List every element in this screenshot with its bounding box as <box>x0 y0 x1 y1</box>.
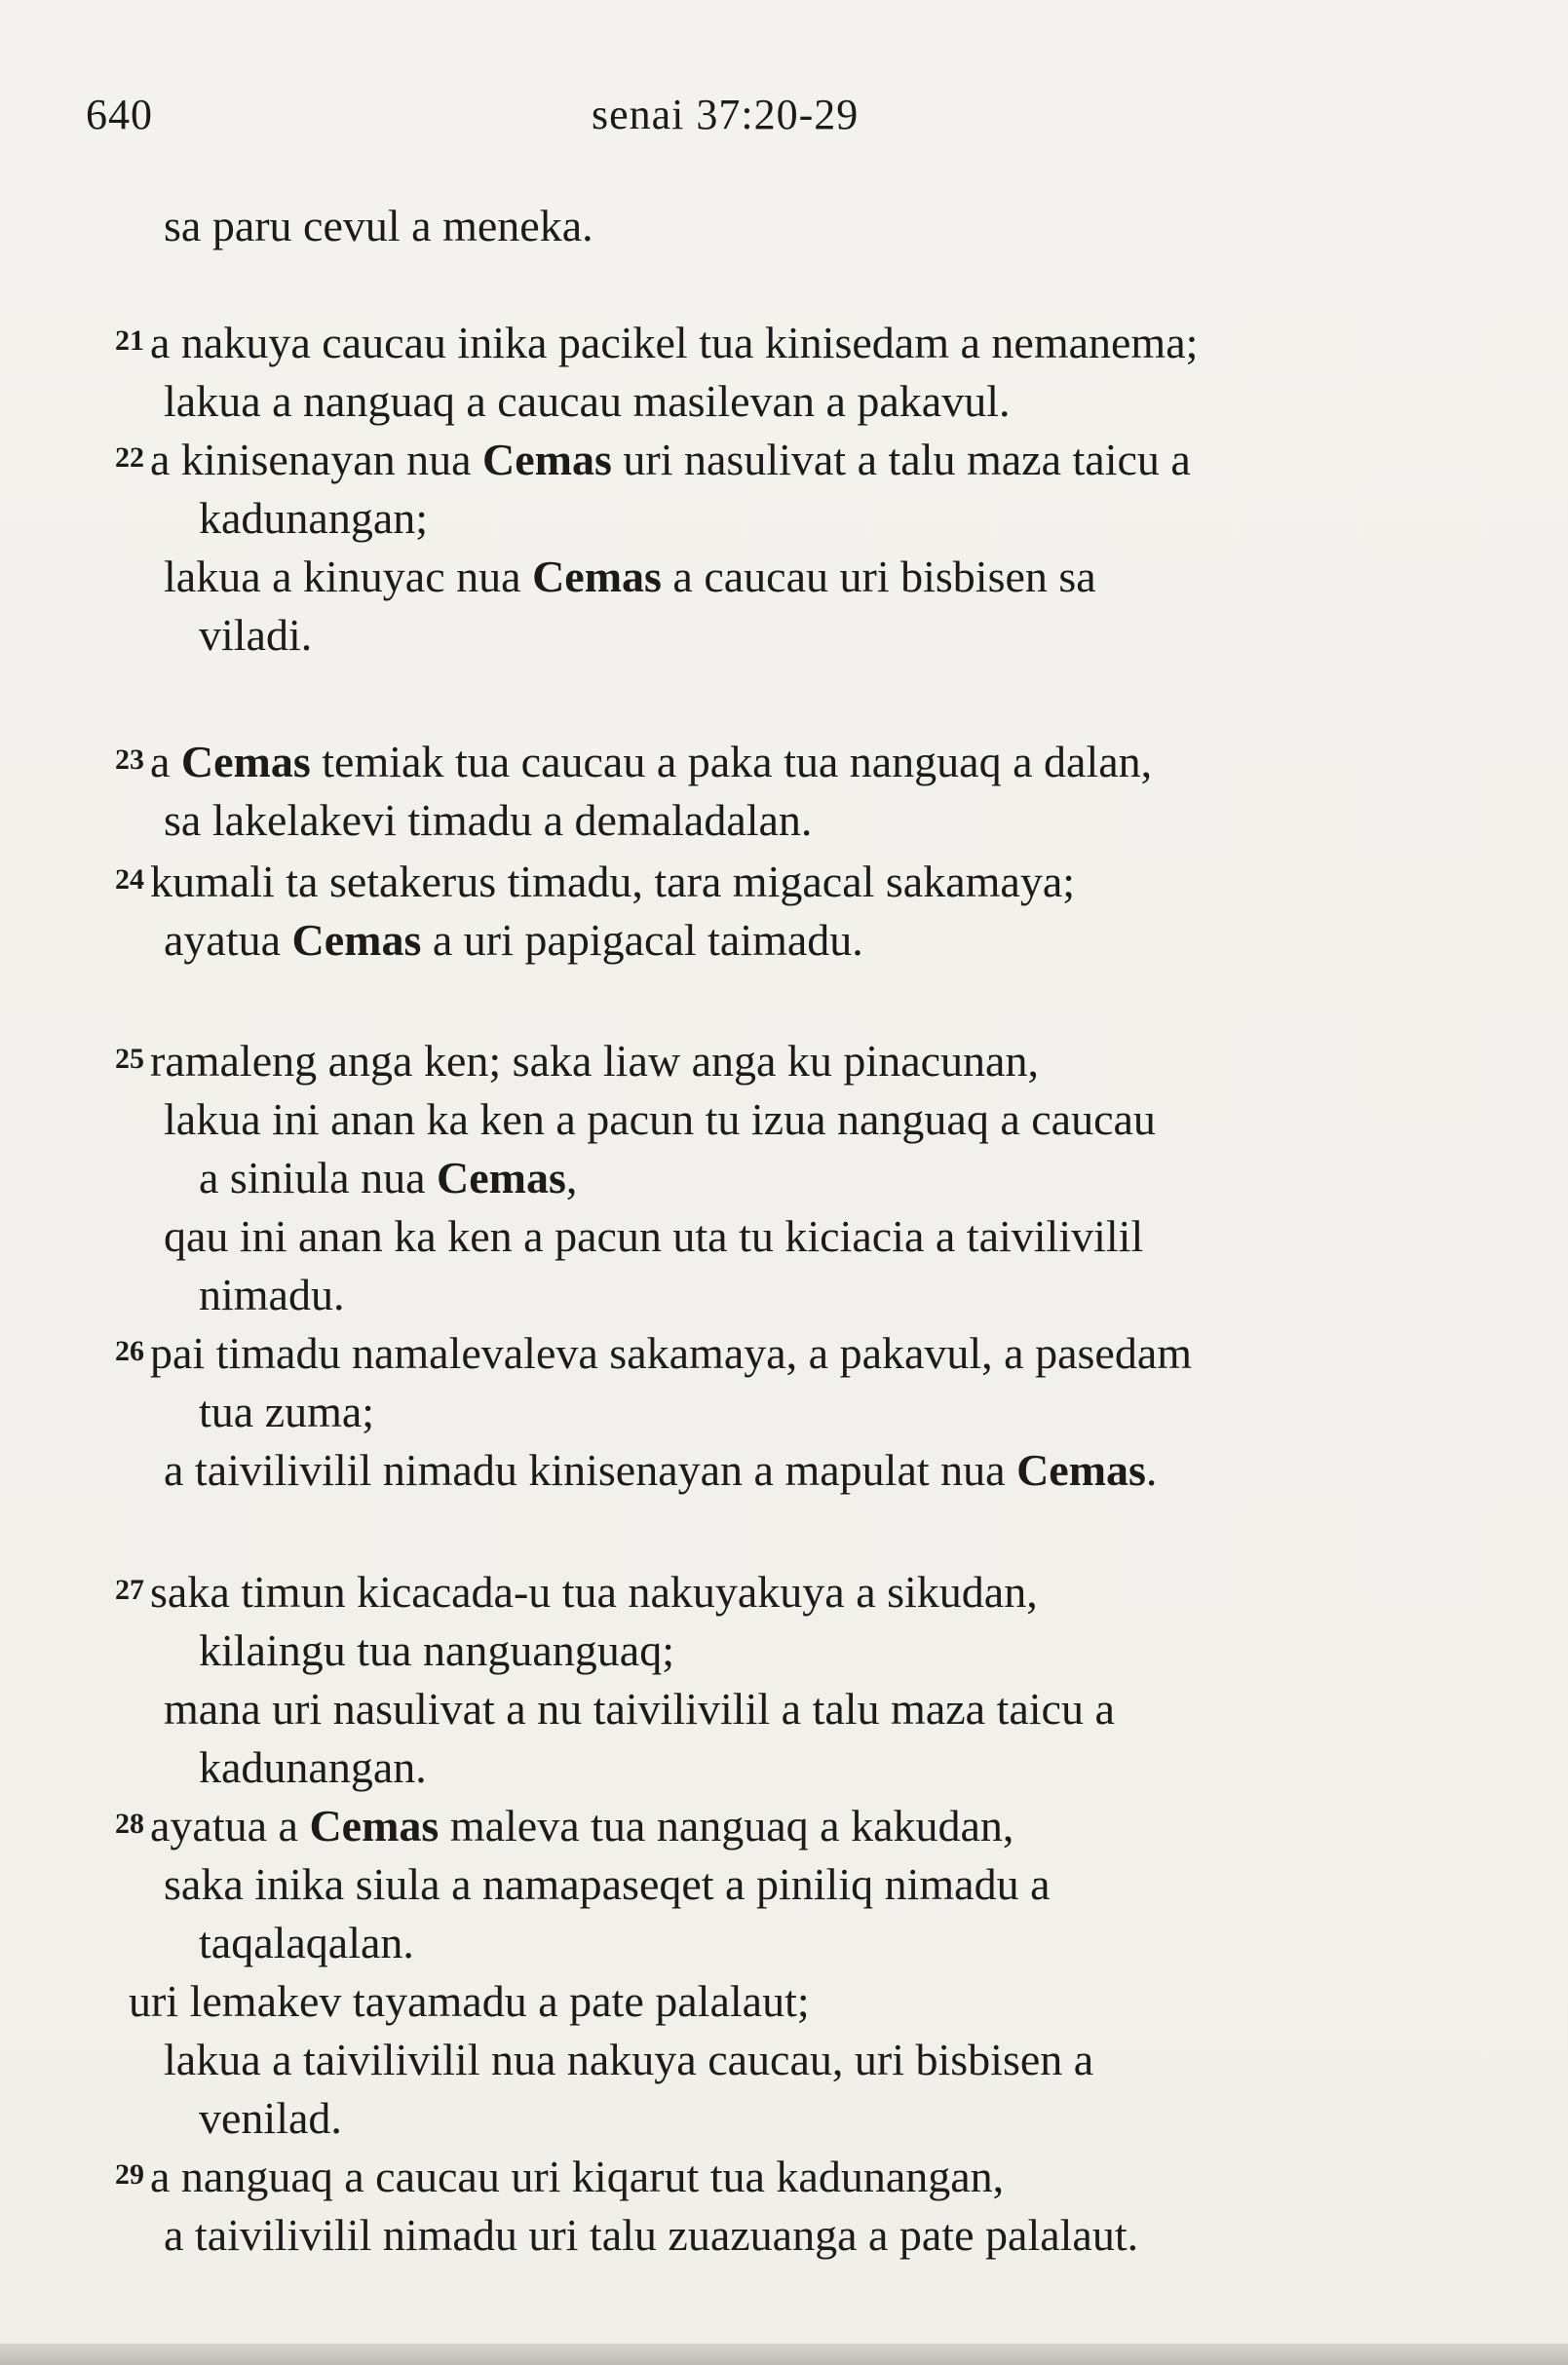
text-line <box>164 1444 1157 1497</box>
verse-number: 28 <box>115 1808 144 1840</box>
text-line <box>115 317 1198 375</box>
divine-name: Cemas <box>1016 1445 1146 1495</box>
line-text: pai timadu namalevaleva sakamaya, a pakavul, a pasedam <box>150 1328 1193 1378</box>
line-text: lakua a nanguaq a caucau masilevan a pakavul. <box>164 376 1011 426</box>
text-line <box>164 551 1096 603</box>
line-text: viladi. <box>199 610 313 660</box>
line-text: a Cemas temiak tua caucau a paka tua nanguaq a dalan, <box>150 737 1153 786</box>
text-line <box>115 736 1152 794</box>
line-text: uri lemakev tayamadu a pate palalaut; <box>129 1976 810 2026</box>
text-line <box>199 492 428 545</box>
verse-number: 24 <box>115 863 144 896</box>
line-text: venilad. <box>199 2093 342 2143</box>
verse-number: 21 <box>115 324 144 357</box>
text-line <box>164 2034 1093 2086</box>
verse-number: 22 <box>115 441 144 474</box>
line-text: a siniula nua Cemas, <box>199 1153 578 1202</box>
text-line <box>115 1800 1013 1858</box>
verse-number: 25 <box>115 1043 144 1075</box>
divine-name: Cemas <box>309 1801 440 1850</box>
text-line <box>115 856 1075 914</box>
line-text: qau ini anan ka ken a pacun uta tu kiciacia a taivilivilil <box>164 1211 1144 1261</box>
line-text: a nanguaq a caucau uri kiqarut tua kadunangan, <box>150 2152 1005 2201</box>
text-line <box>115 2151 1004 2209</box>
page-header <box>0 90 1568 148</box>
text-line <box>199 609 312 662</box>
text-line <box>164 1210 1143 1263</box>
line-text: ayatua Cemas a uri papigacal taimadu. <box>164 915 863 965</box>
line-text: ayatua a Cemas maleva tua nanguaq a kakudan, <box>150 1801 1014 1850</box>
line-text: tua zuma; <box>199 1387 375 1436</box>
text-line <box>199 1269 344 1321</box>
line-text: kilaingu tua nanguanguaq; <box>199 1625 674 1675</box>
text-line <box>164 1858 1051 1911</box>
text-line <box>199 2092 342 2145</box>
text-line <box>164 914 863 967</box>
verse-number: 29 <box>115 2158 144 2191</box>
text-line <box>164 200 593 252</box>
line-text: ramaleng anga ken; saka liaw anga ku pinacunan, <box>150 1036 1039 1086</box>
line-text: taqalaqalan. <box>199 1918 414 1967</box>
text-line <box>115 1035 1039 1093</box>
text-line <box>115 1566 1038 1624</box>
text-line <box>164 375 1010 428</box>
divine-name: Cemas <box>532 552 662 601</box>
page-number: 640 <box>86 91 153 138</box>
text-line <box>164 794 812 847</box>
text-line <box>115 1327 1192 1386</box>
line-text: lakua ini anan ka ken a pacun tu izua nanguaq a caucau <box>164 1094 1156 1144</box>
text-line <box>164 1683 1115 1736</box>
verse-number: 23 <box>115 744 144 776</box>
line-text: kadunangan; <box>199 493 429 543</box>
page-edge-shadow <box>0 2344 1568 2365</box>
line-text: sa paru cevul a meneka. <box>164 201 593 250</box>
divine-name: Cemas <box>437 1153 566 1202</box>
line-text: sa lakelakevi timadu a demaladalan. <box>164 795 813 845</box>
line-text: kumali ta setakerus timadu, tara migacal sakamaya; <box>150 857 1076 906</box>
verse-number: 27 <box>115 1574 144 1606</box>
line-text: nimadu. <box>199 1270 345 1319</box>
text-line <box>164 2209 1138 2262</box>
line-text: a taivilivilil nimadu uri talu zuazuanga a pate palalaut. <box>164 2210 1139 2260</box>
line-text: mana uri nasulivat a nu taivilivilil a talu maza taicu a <box>164 1684 1115 1734</box>
line-text: kadunangan. <box>199 1742 427 1792</box>
line-text: lakua a kinuyac nua Cemas a caucau uri bisbisen sa <box>164 552 1096 601</box>
line-text: saka timun kicacada-u tua nakuyakuya a sikudan, <box>150 1567 1038 1617</box>
line-text: a taivilivilil nimadu kinisenayan a mapulat nua Cemas. <box>164 1445 1158 1495</box>
text-line <box>129 1975 810 2028</box>
text-line <box>199 1152 577 1204</box>
line-text: lakua a taivilivilil nua nakuya caucau, uri bisbisen a <box>164 2035 1094 2084</box>
text-line <box>115 434 1191 492</box>
line-text: saka inika siula a namapaseqet a piniliq nimadu a <box>164 1859 1051 1909</box>
text-line <box>199 1741 427 1794</box>
divine-name: Cemas <box>482 435 612 484</box>
divine-name: Cemas <box>180 737 311 786</box>
text-line <box>164 1093 1156 1146</box>
verse-number: 26 <box>115 1335 144 1367</box>
divine-name: Cemas <box>291 915 422 965</box>
line-text: a kinisenayan nua Cemas uri nasulivat a talu maza taicu a <box>150 435 1191 484</box>
text-line <box>199 1386 374 1438</box>
running-head: senai 37:20-29 <box>592 91 860 138</box>
line-text: a nakuya caucau inika pacikel tua kinisedam a nemanema; <box>150 318 1199 367</box>
text-line <box>199 1917 414 1969</box>
text-line <box>199 1624 674 1677</box>
